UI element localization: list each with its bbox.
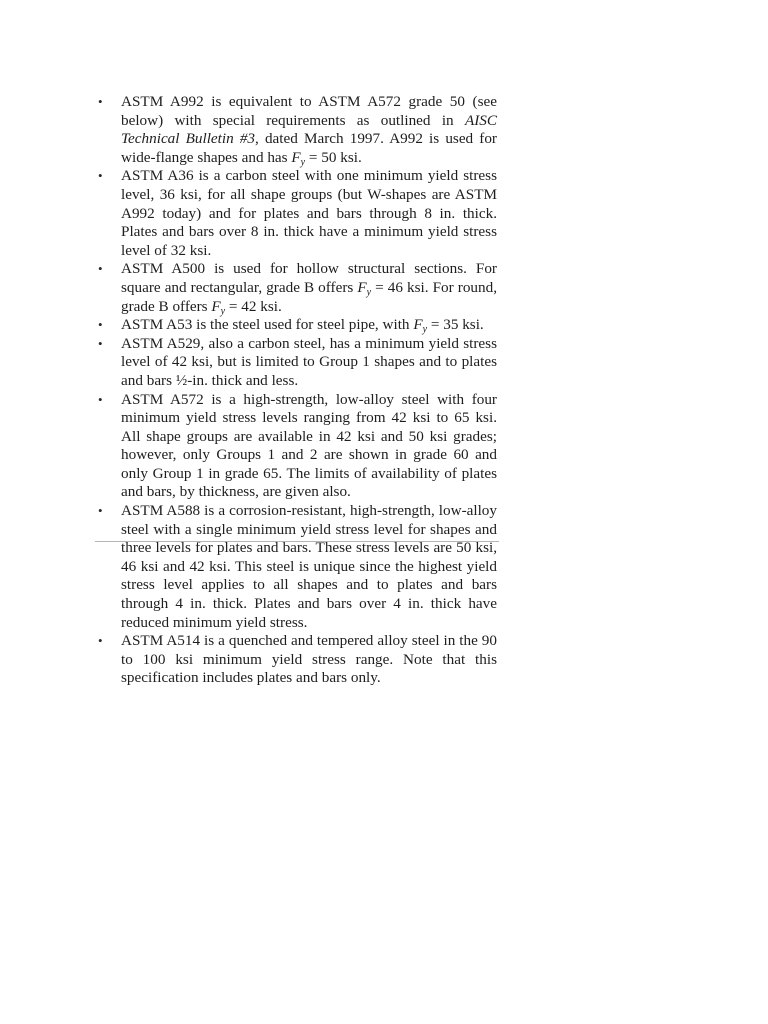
bullet-dot-icon: • [98,317,103,333]
bullet-item [97,502,497,632]
symbol-subscript: y [366,286,372,298]
symbol-subscript: y [220,305,226,317]
bullet-item [97,391,497,503]
symbol-letter: F [357,278,367,296]
bullet-text: ASTM A36 is a carbon steel with one minimum yield stress level, 36 ksi, for all shape groups (but W-shapes are ASTM A992 today) and for plates and bars through 8 in. thick. Plates and bars over 8 in. thick have a minimum yield stress level of 32 ksi. [121,167,497,259]
symbol-letter: F [413,316,423,334]
bullet-dot-icon: • [98,633,103,649]
bullet-text: = 35 ksi. [427,316,484,334]
bullet-dot-icon: • [98,168,103,184]
bullet-text: ASTM A529, also a carbon steel, has a minimum yield stress level of 42 ksi, but is limited to Group 1 shapes and to plates and bars ½-in. thick and less. [121,334,497,389]
yield-stress-symbol [413,316,428,336]
bullet-dot-icon: • [98,503,103,519]
bullet-text: ASTM A53 is the steel used for steel pipe, with [121,316,414,334]
bullet-dot-icon: • [98,391,103,407]
bullet-text: ASTM A514 is a quenched and tempered alloy steel in the 90 to 100 ksi minimum yield stress range. Note that this specification includes plates and bars only. [121,632,497,687]
page-divider-line [95,541,499,542]
bullet-item [97,316,497,335]
bullet-text: ASTM A572 is a high-strength, low-alloy steel with four minimum yield stress levels ranging from 42 ksi to 65 ksi. All shape groups are available in 42 ksi and 50 ksi grades; however, only Groups 1 and 2 are shown in grade 60 and only Group 1 in grade 65. The limits of availability of plates and bars, by thickness, are given also. [121,390,497,501]
symbol-subscript: y [422,324,428,336]
bullet-dot-icon: • [98,94,103,109]
bullet-item [97,93,497,167]
bullet-dot-icon: • [98,261,103,277]
publication-title: AISC Technical Bulletin #3 [121,111,497,148]
yield-stress-symbol [211,298,225,315]
symbol-letter: F [291,148,301,166]
bullet-text: ASTM A588 is a corrosion-resistant, high-strength, low-alloy steel with a single minimum yield stress level for shapes and three levels for plates and bars. These stress levels are 50 ksi, 46 ksi and 42 ksi. This steel is unique since the highest yield stress level applies to all shapes and to plates and bars through 4 in. thick. Plates and bars over 4 in. thick have reduced minimum yield stress. [121,502,497,631]
yield-stress-symbol [357,279,371,296]
bullet-text: = 42 ksi. [225,297,282,315]
bullet-text: ASTM A500 is used for hollow structural sections. For square and rectangular, grade B offers [121,260,497,296]
bullet-item [97,167,497,260]
steel-specification-list [97,93,497,688]
bullet-item [97,335,497,391]
bullet-dot-icon: • [98,335,103,351]
bullet-item [97,632,497,688]
symbol-subscript: y [300,156,306,168]
symbol-letter: F [211,297,221,315]
bullet-item [97,260,497,316]
bullet-text: = 50 ksi. [305,148,362,166]
bullet-text: ASTM A992 is equivalent to ASTM A572 grade 50 (see below) with special requirements as outlined in [121,93,497,129]
yield-stress-symbol [291,149,305,166]
bullet-text: = 46 ksi. For round, grade B offers [121,278,497,315]
bullet-text: , dated March 1997. A992 is used for wide-flange shapes and has [121,130,497,166]
